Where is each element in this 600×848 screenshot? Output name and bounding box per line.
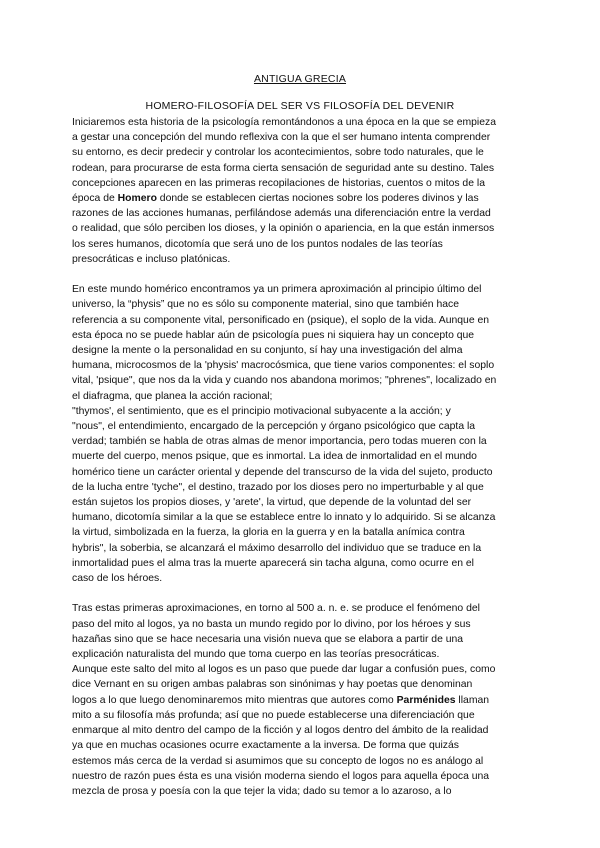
text-line: inmortalidad pues el alma tras la muerte aparecerá sin tacha alguna, como ocurre en el (72, 557, 474, 569)
text-line: presocráticas e incluso platónicas. (72, 253, 231, 265)
paragraph (72, 601, 532, 799)
document-title: ANTIGUA GRECIA (253, 73, 347, 85)
text-line: muerte del cuerpo, menos psique, que es inmortal. La idea de inmortalidad en el mundo (72, 451, 477, 463)
text-line: caso de los héroes. (72, 573, 163, 585)
paragraph (72, 115, 532, 267)
text-line: Tras estas primeras aproximaciones, en torno al 500 a. n. e. se produce el fenómeno del (72, 603, 480, 615)
line-text: donde se establecen ciertas nociones sobre los poderes divinos y las (156, 193, 479, 205)
text-line: universo, la “physis” que no es sólo su componente material, sino que también hace (72, 299, 459, 311)
text-line: el diafragma, que planea la acción racional; (72, 390, 273, 402)
text-line: estemos más cerca de la verdad si asumimos que su concepto de logos no es análogo al (72, 755, 484, 767)
text-line: los seres humanos, dicotomía que será uno de los puntos nodales de las teorías (72, 238, 443, 250)
document-subtitle: HOMERO-FILOSOFÍA DEL SER VS FILOSOFÍA DEL DEVENIR (145, 100, 455, 112)
text-line: paso del mito al logos, ya no basta un mundo regido por lo divino, por los héroes y sus (72, 618, 471, 630)
text-line: ya que en muchas ocasiones ocurre exactamente a la inversa. De forma que quizás (72, 740, 459, 752)
text-line (72, 693, 532, 708)
text-line: razones de las acciones humanas, perfilándose además una diferenciación entre la verdad (72, 208, 491, 220)
text-line: a gestar una concepción del mundo reflexiva con la que el ser humano intenta comprender (72, 132, 491, 144)
text-line: de la lucha entre 'tyche", el destino, trazado por los dioses pero no imperturbable y al que (72, 481, 484, 493)
text-line: rodean, para procurarse de esta forma cierta sensación de seguridad ante su destino. Tales (72, 162, 495, 174)
text-line: o realidad, que sólo perciben los dioses, y la opinión o apariencia, en la que están inmersos (72, 223, 495, 235)
text-line: homérico tiene un carácter oriental y depende del transcurso de la vida del sujeto, producto (72, 466, 493, 478)
text-line: vital, 'psique", que nos da la vida y cuando nos abandona morimos; "phrenes", localizado en (72, 375, 497, 387)
document-body (72, 115, 532, 814)
text-line: designe la mente o la personalidad en su conjunto, sí hay una investigación del alma (72, 345, 463, 357)
text-line: humano, dicotomía similar a la que se establece entre lo innato y lo adquirido. Si se alcanza (72, 512, 496, 524)
text-line: concepciones aparecen en las primeras recopilaciones de historias, cuentos o mitos de la (72, 177, 485, 189)
text-line: están sujetos los propios dioses, y 'arete', la virtud, que depende de la voluntad del ser (72, 497, 472, 509)
text-line: dice Vernant en su origen ambas palabras son sinónimas y hay poetas que denominan (72, 679, 473, 691)
bold-name: Homero (117, 193, 157, 205)
line-text: logos a lo que luego denominaremos mito mientras que autores como (72, 694, 397, 706)
bold-name: Parménides (396, 694, 456, 706)
text-line: mezcla de prosa y poesía con la que tejer la vida; dado su temor a lo azaroso, a lo (72, 785, 452, 797)
line-text: llaman (455, 694, 490, 706)
text-line: hybris", la soberbia, se alcanzará el máximo desarrollo del individuo que se traduce en la (72, 542, 482, 554)
text-line: nuestro de razón pues ésta es una visión moderna siendo el logos para aquella época una (72, 770, 490, 782)
text-line: mito a su filosofía más profunda; así que no puede establecerse una diferenciación que (72, 709, 475, 721)
paragraph (72, 282, 532, 586)
text-line: Iniciaremos esta historia de la psicología remontándonos a una época en la que se empieza (72, 117, 496, 128)
text-line: En este mundo homérico encontramos ya un primera aproximación al principio último del (72, 284, 482, 296)
text-line: "thymos', el sentimiento, que es el principio motivacional subyacente a la acción; y (72, 405, 451, 417)
line-text: época de (72, 193, 118, 205)
text-line: la virtud, simbolizada en la fuerza, la gloria en la guerra y en la batalla anímica contra (72, 527, 465, 539)
text-line: esta época no se puede hablar aún de psicología pues ni siquiera hay un concepto que (72, 329, 475, 341)
text-line (72, 191, 532, 206)
text-line: "nous", el entendimiento, encargado de la percepción y órgano psicológico que capta la (72, 421, 476, 433)
text-line: humana, microcosmos de la 'physis' macrocósmica, que tiene varios componentes: el soplo (72, 360, 495, 372)
text-line: referencia a su componente vital, personificado en (psique), el soplo de la vida. Aunque en (72, 314, 490, 326)
text-line: hazañas sino que se hace necesaria una visión nueva que se elabora a partir de una (72, 633, 464, 645)
text-line: su entorno, es decir predecir y controlar los acontecimientos, sobre todo naturales, que le (72, 147, 484, 159)
text-line: explicación naturalista del mundo que toma cuerpo en las teorías presocráticas. (72, 649, 440, 661)
text-line: Aunque este salto del mito al logos es un paso que puede dar lugar a confusión pues, como (72, 664, 496, 676)
text-line: verdad; también se habla de otras almas de menor importancia, pero todas mueren con la (72, 436, 487, 448)
text-line: enmarque al mito dentro del campo de la ficción y al logos dentro del ámbito de la realidad (72, 725, 489, 737)
